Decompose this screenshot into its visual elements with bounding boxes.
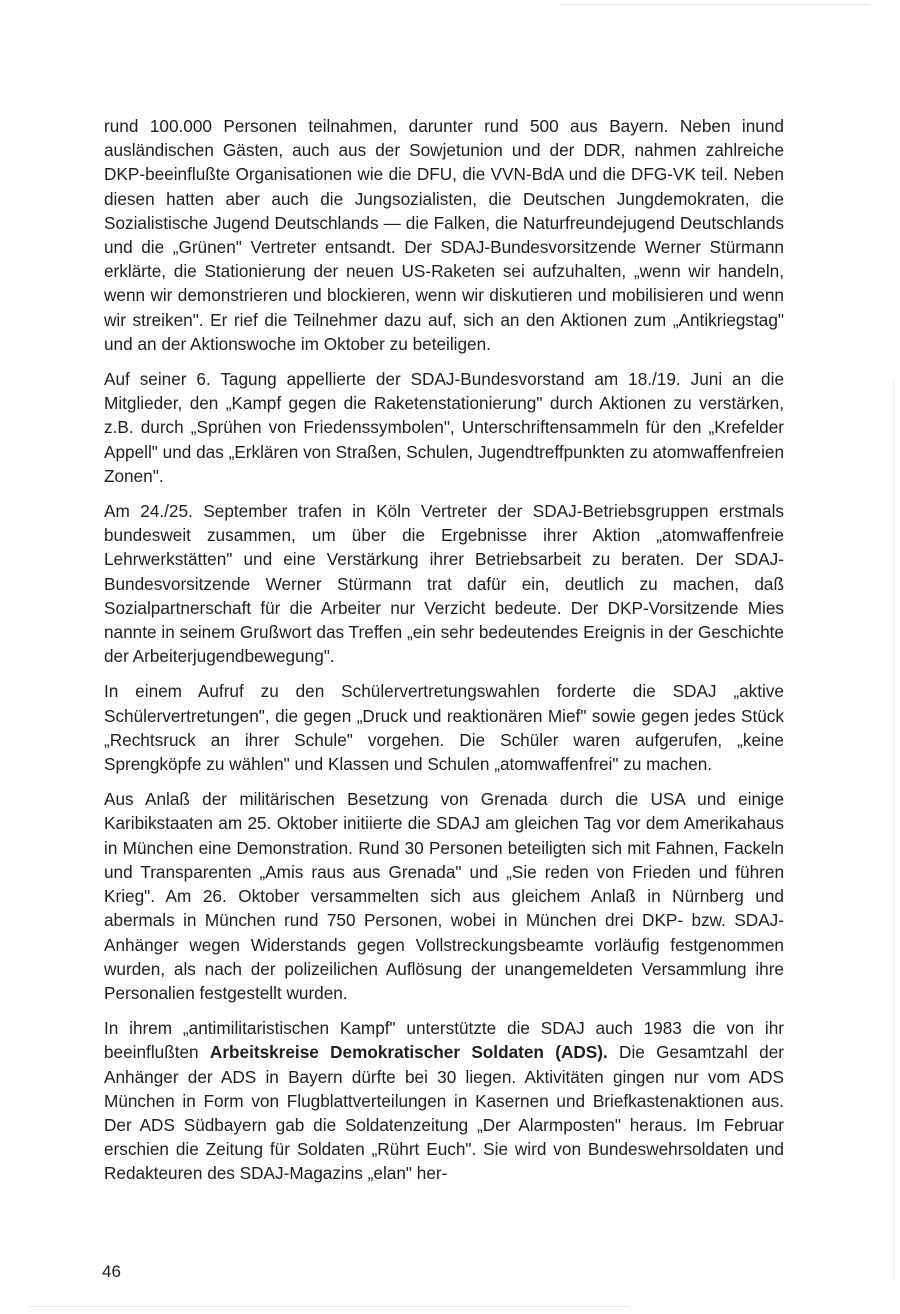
paragraph-1: rund 100.000 Personen teilnahmen, darunter rund 500 aus Bayern. Neben inund ausländischen Gästen, auch aus der Sowjetunion und der DDR, nahmen zahlreiche DKP-beeinflußte Organisationen wie die DFU, die VVN-BdA und die DFG-VK teil. Neben diesen hatten aber auch die Jungsozialisten, die Deutschen Jungdemokraten, die Sozialistische Jugend Deutschlands — die Falken, die Naturfreundejugend Deutschlands und die „Grünen" Vertreter entsandt. Der SDAJ-Bundesvorsitzende Werner Stürmann erklärte, die Stationierung der neuen US-Raketen sei aufzuhalten, „wenn wir handeln, wenn wir demonstrieren und blockieren, wenn wir diskutieren und mobilisieren und wenn wir streiken". Er rief die Teilnehmer dazu auf, sich an den Aktionen zum „Antikriegstag" und an der Aktionswoche im Oktober zu beteiligen. xyxy=(104,116,784,354)
paragraph-6-rest: Die Gesamtzahl der Anhänger der ADS in Bayern dürfte bei 30 liegen. Aktivitäten gingen nur vom ADS München in Form von Flugblattverteilungen in Kasernen und Briefkastenaktionen aus. Der ADS Südbayern gab die Soldatenzeitung „Der Alarmposten" heraus. Im Februar erschien die Zeitung für Soldaten „Rührt Euch". Sie wird von Bundeswehrsoldaten und Redakteuren des SDAJ-Magazins „elan" her- xyxy=(104,1042,784,1184)
paragraph-5: Aus Anlaß der militärischen Besetzung von Grenada durch die USA und einige Karibikstaaten am 25. Oktober initiierte die SDAJ am gleichen Tag vor dem Amerikahaus in München eine Demonstration. Rund 30 Personen beteiligten sich mit Fahnen, Fackeln und Transparenten „Amis raus aus Grenada" und „Sie reden von Frieden und führen Krieg". Am 26. Oktober versammelten sich aus gleichem Anlaß in Nürnberg und abermals in München rund 750 Personen, wobei in München drei DKP- bzw. SDAJ-Anhänger wegen Widerstands gegen Vollstreckungsbeamte vorläufig festgenommen wurden, als nach der polizeilichen Auflösung der unangemeldeten Versammlung ihre Personalien festgestellt wurden. xyxy=(104,789,784,1003)
scan-edge-bottom xyxy=(30,1306,630,1307)
page-number: 46 xyxy=(102,1262,121,1281)
ads-organization-name: Arbeitskreise Demokratischer Soldaten (ADS). xyxy=(209,1042,608,1063)
scan-edge-right xyxy=(893,380,894,1280)
paragraph-2: Auf seiner 6. Tagung appellierte der SDAJ-Bundesvorstand am 18./19. Juni an die Mitglieder, den „Kampf gegen die Raketenstationierung" durch Aktionen zu verstärken, z.B. durch „Sprühen von Friedenssymbolen", Unterschriftensammeln für den „Krefelder Appell" und das „Erklären von Straßen, Schulen, Jugendtreffpunkten zu atomwaffenfreien Zonen". xyxy=(104,369,785,486)
paragraph-4: In einem Aufruf zu den Schülervertretungswahlen forderte die SDAJ „aktive Schülervertretungen", die gegen „Druck und reaktionären Mief" sowie gegen jedes Stück „Rechtsruck an ihrer Schule" vorgehen. Die Schüler waren aufgerufen, „keine Sprengköpfe zu wählen" und Klassen und Schulen „atomwaffenfrei" zu machen. xyxy=(104,681,784,775)
paragraph-3: Am 24./25. September trafen in Köln Vertreter der SDAJ-Betriebsgruppen erstmals bundesweit zusammen, um über die Ergebnisse ihrer Aktion „atomwaffenfreie Lehrwerkstätten" und eine Verstärkung ihrer Betriebsarbeit zu beraten. Der SDAJ-Bundesvorsitzende Werner Stürmann trat dafür ein, deutlich zu machen, daß Sozialpartnerschaft für die Arbeiter nur Verzicht bedeute. Der DKP-Vorsitzende Mies nannte in seinem Grußwort das Treffen „ein sehr bedeutendes Ereignis in der Geschichte der Arbeiterjugendbewegung". xyxy=(104,501,784,667)
document-body xyxy=(104,114,784,1197)
paragraph-6 xyxy=(104,1016,784,1185)
paragraph-6-lead: In ihrem „antimilitaristischen Kampf" unterstützte die SDAJ auch 1983 die von ihr beeinflußten xyxy=(104,1018,784,1063)
scan-edge-top xyxy=(560,4,870,5)
